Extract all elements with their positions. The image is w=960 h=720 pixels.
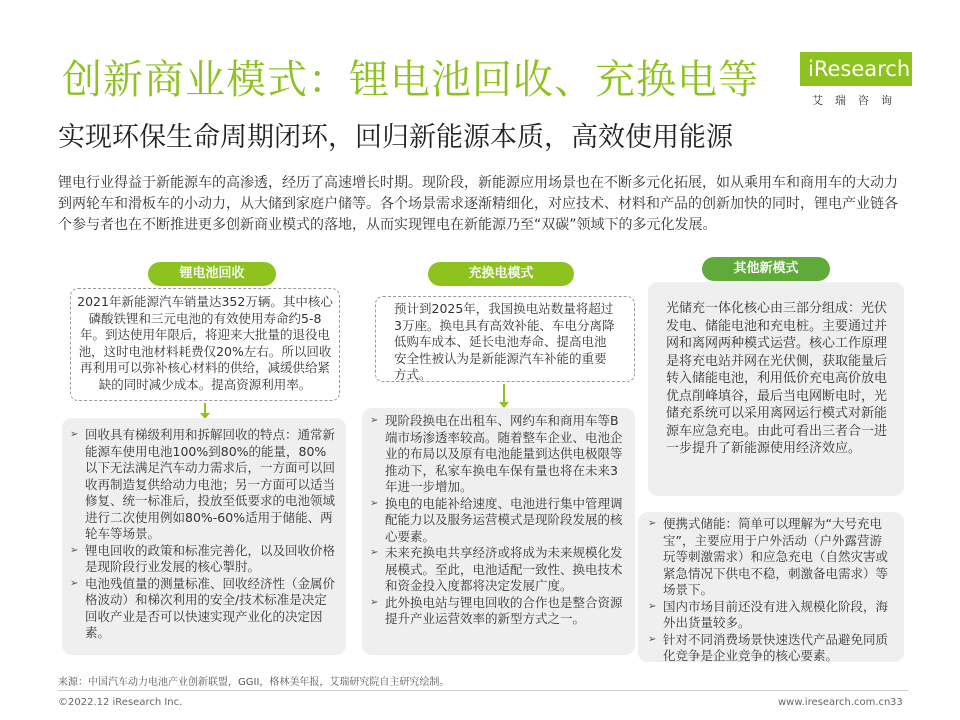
logo-mark: [800, 52, 912, 86]
recycle-bullet-list: [70, 427, 338, 642]
list-item: ➢ 未来充换电共享经济或将成为未来规模化发展模式。至此，电池适配一致性、换电技术和资金投入度都将决定发展广度。: [370, 545, 627, 595]
intro-paragraph: 锂电行业得益于新能源车的高渗透，经历了高速增长时期。现阶段，新能源应用场景也在不断多元化拓展，如从乘用车和商用车的大动力到两轮车和滑板车的小动力，从大储到家庭户储等。各个场景需求逐渐精细化，对应技术、材料和产品的创新加快的同时，锂电产业链各个参与者也在不断推进更多创新商业模式的落地，从而实现锂电在新能源乃至“双碳”领域下的多元化发展。: [58, 175, 898, 233]
logo-subtext: 艾瑞咨询: [812, 94, 904, 107]
other-details: [638, 512, 904, 662]
list-item: ➢ 换电的电能补给速度、电池进行集中管理调配能力以及服务运营模式是现阶段发展的核心要素。: [370, 496, 627, 546]
list-item: ➢ 此外换电站与锂电回收的合作也是整合资源提升产业运营效率的新型方式之一。: [370, 595, 627, 628]
source-note: 来源：中国汽车动力电池产业创新联盟，GGII，格林美年报，艾瑞研究院自主研究绘制。: [58, 677, 450, 688]
recycle-label: 锂电池回收: [148, 262, 276, 286]
list-item: ➢ 锂电回收的政策和标准完善化，以及回收价格是现阶段行业发展的核心掣肘。: [70, 543, 338, 576]
website-url: www.iresearch.com.cn: [778, 697, 891, 708]
swap-bullet-list: [370, 413, 627, 628]
other-label: 其他新模式: [702, 257, 830, 281]
swap-details: [362, 408, 635, 655]
list-item: ➢ 针对不同消费场景快速迭代产品避免同质化竞争是企业竞争的核心要素。: [648, 632, 894, 665]
list-item: ➢ 现阶段换电在出租车、网约车和商用车等B端市场渗透率较高。随着整车企业、电池企业的布局以及原有电池能量到达供电极限等推动下，私家车换电车保有量也将在未来3年进一步增加。: [370, 413, 627, 496]
other-summary: 光储充一体化核心由三部分组成：光伏发电、储能电池和充电桩。主要通过并网和离网两种模式运营。核心工作原理是将充电站并网在光伏侧，获取能量后转入储能电池，利用低价充电高价放电优点削峰填谷，最后当电网断电时，光储充系统可以采用离网运行模式对新能源车应急充电。由此可看出三者合一进一步提升了新能源使用经济效应。: [648, 282, 904, 496]
copyright: ©2022.12 iResearch Inc.: [58, 697, 183, 708]
swap-label: 充换电模式: [428, 262, 574, 286]
recycle-details: [62, 418, 346, 655]
page-number: 33: [890, 697, 903, 708]
iresearch-logo: [800, 52, 916, 114]
logo-text: iResearch: [808, 57, 911, 81]
list-item: ➢ 便携式储能：简单可以理解为“大号充电宝”，主要应用于户外活动（户外露营游玩等刺激需求）和应急充电（自然灾害或紧急情况下供电不稳，刺激备电需求）等场景下。: [648, 516, 894, 599]
list-item: ➢ 回收具有梯级利用和拆解回收的特点：通常新能源车使用电池100%到80%的能量，80%以下无法满足汽车动力需求后，一方面可以回收再制造复供给动力电池；另一方面可以适当修复、统一标准后，投放至低要求的电池领域进行二次使用例如80%-60%适用于储能、两轮车等场景。: [70, 427, 338, 543]
swap-arrow-icon: [503, 384, 505, 403]
recycle-arrow-icon: [204, 403, 206, 414]
other-bullet-list: [648, 516, 894, 665]
list-item: ➢ 电池残值量的测量标准、回收经济性（金属价格波动）和梯次利用的安全/技术标准是决定回收产业是否可以快速实现产业化的决定因素。: [70, 576, 338, 642]
page-title: 创新商业模式：锂电池回收、充换电等: [62, 57, 759, 103]
recycle-summary: 2021年新能源汽车销量达352万辆。其中核心磷酸铁锂和三元电池的有效使用寿命约5-8年。到达使用年限后，将迎来大批量的退役电池，这时电池材料耗费仅20%左右。所以回收再利用可以弥补核心材料的供给，减缓供给紧缺的同时减少成本。提高资源利用率。: [70, 288, 340, 401]
list-item: ➢ 国内市场目前还没有进入规模化阶段，海外出货量较多。: [648, 599, 894, 632]
page-subtitle: 实现环保生命周期闭环，回归新能源本质，高效使用能源: [58, 122, 733, 153]
swap-summary: 预计到2025年，我国换电站数量将超过3万座。换电具有高效补能、车电分离降低购车成本、延长电池寿命、提高电池安全性被认为是新能源汽车补能的重要方式。: [375, 296, 635, 382]
footer-divider: [58, 690, 908, 691]
